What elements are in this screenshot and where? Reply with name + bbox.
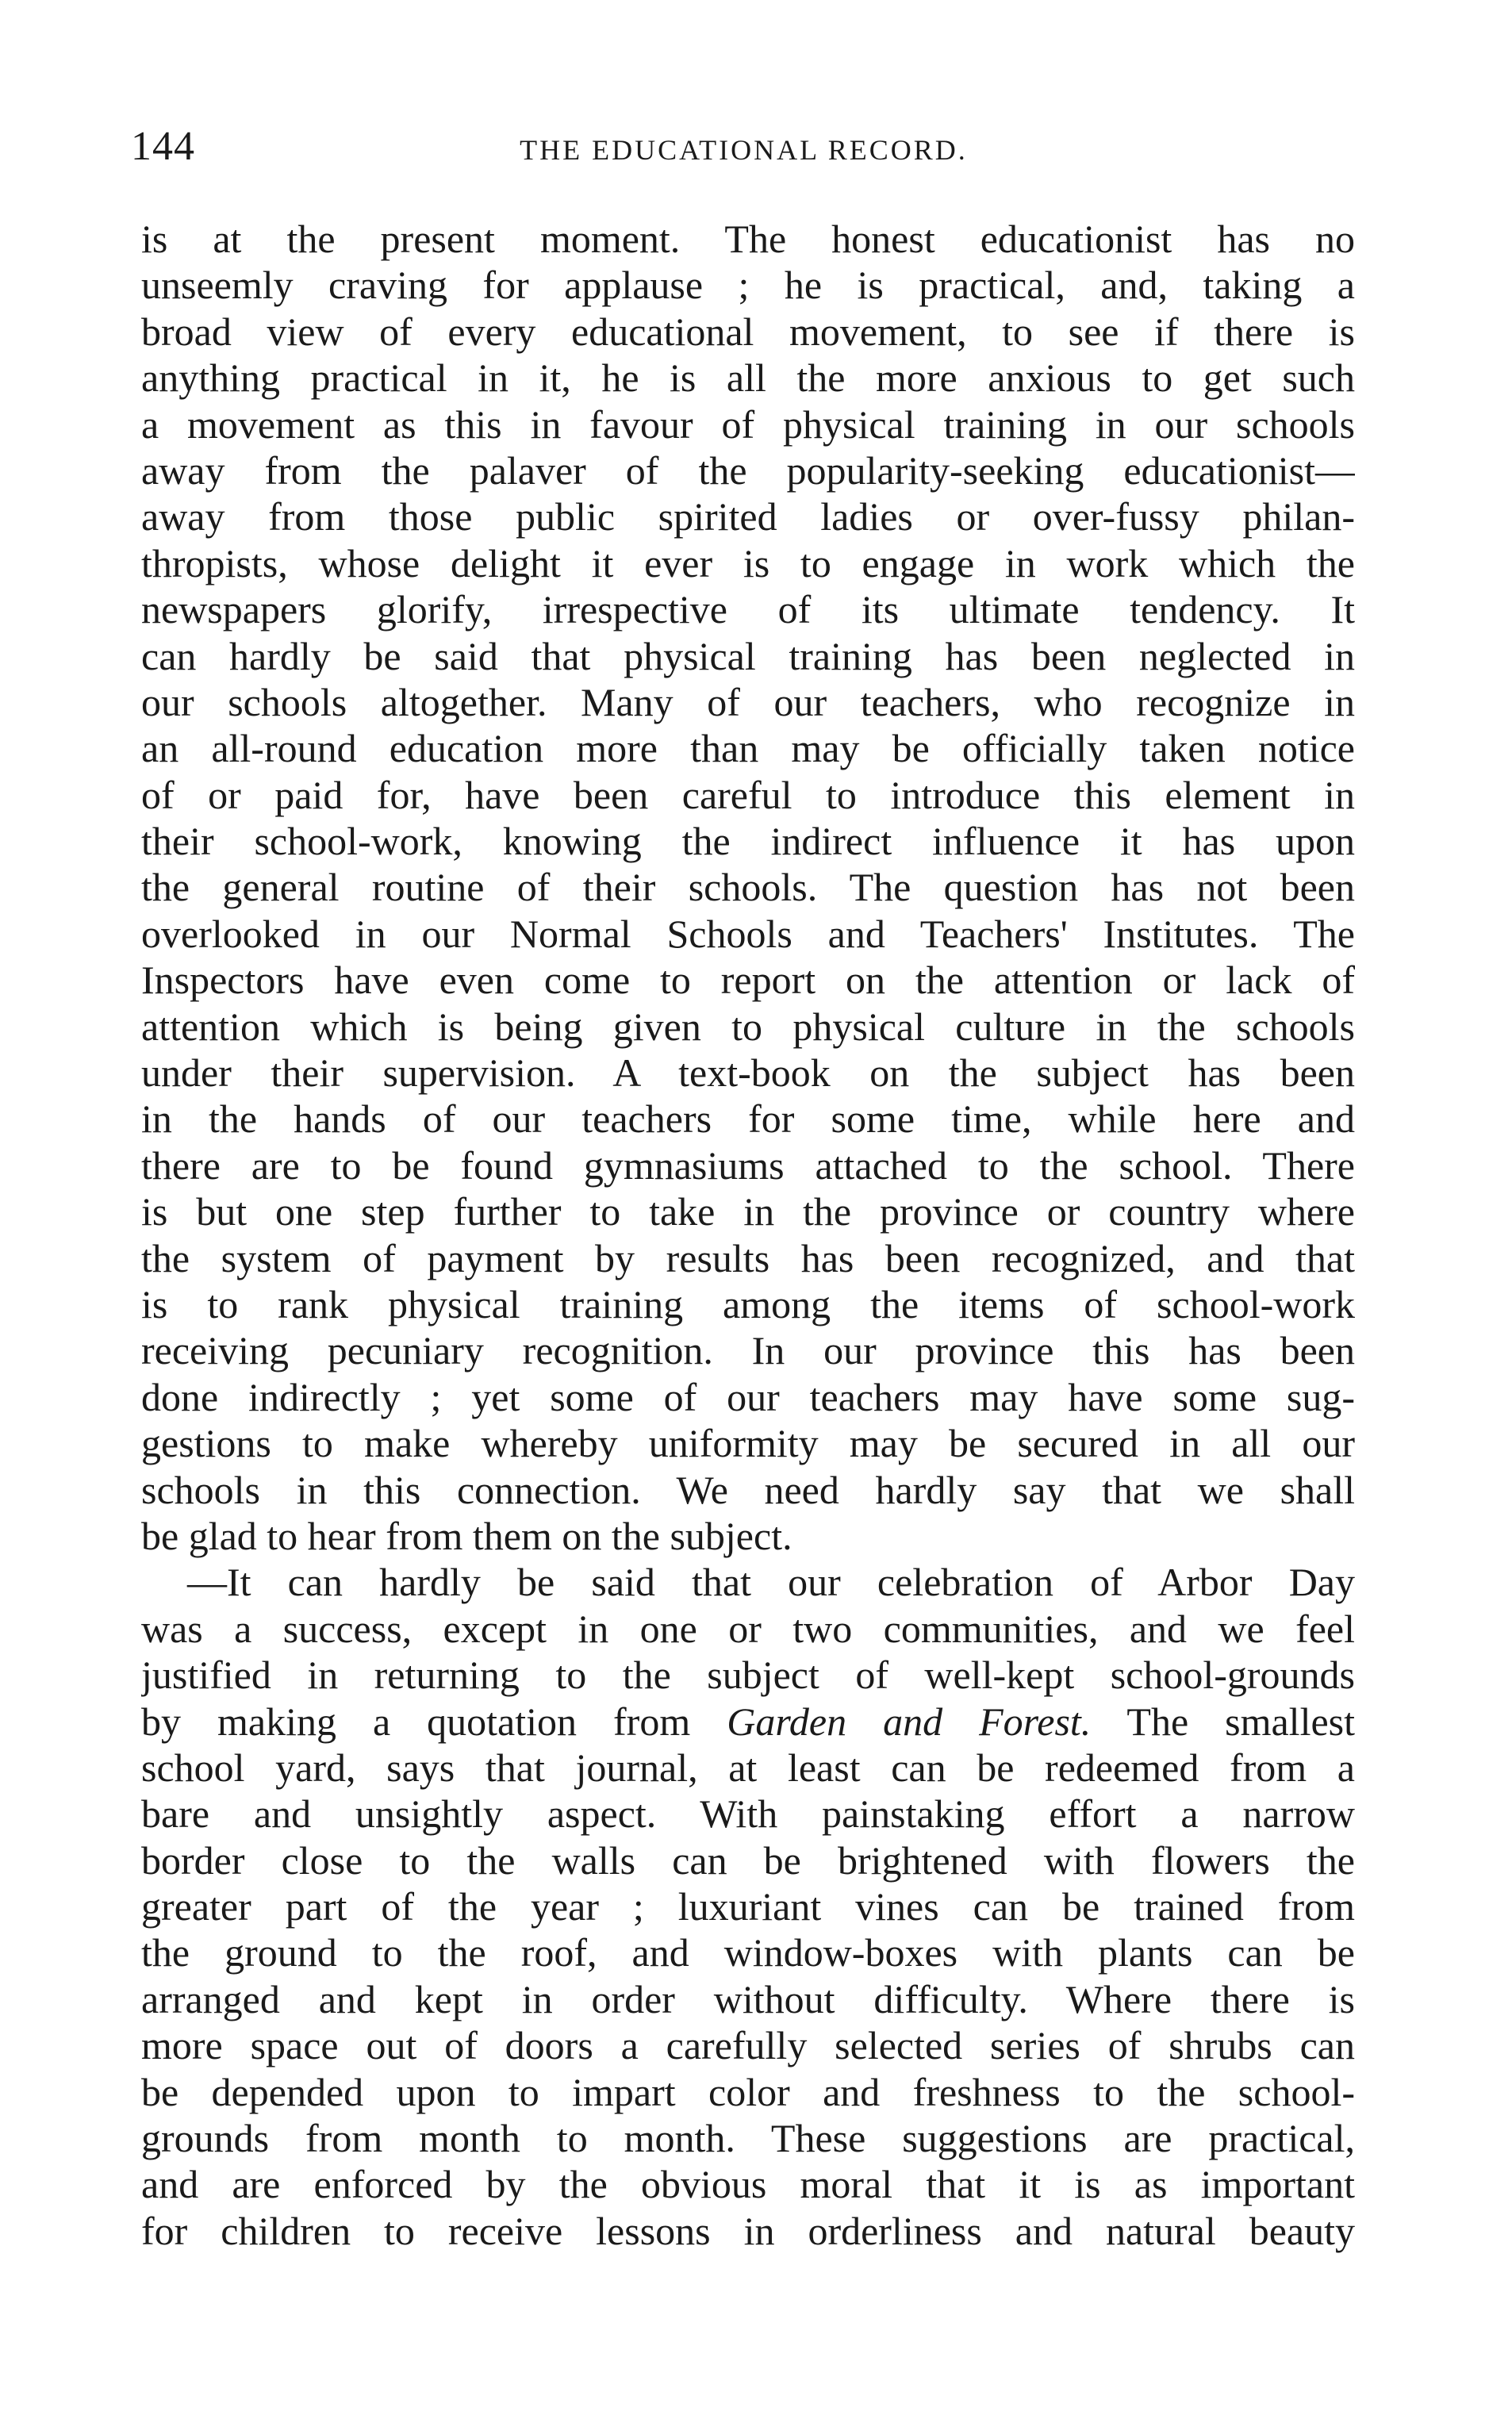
text-line: and are enforced by the obvious moral that it is as important <box>141 2162 1355 2207</box>
text-line: bare and unsightly aspect. With painstaking effort a narrow <box>141 1791 1355 1837</box>
text-line: their school-work, knowing the indirect influence it has upon <box>141 819 1355 864</box>
text-line: schools in this connection. We need hardly say that we shall <box>141 1467 1355 1512</box>
paragraph-physical-training <box>141 216 1355 1559</box>
text-line: border close to the walls can be brightened with flowers the <box>141 1837 1355 1883</box>
text-line: gestions to make whereby uniformity may be secured in all our <box>141 1421 1355 1466</box>
text-line: our schools altogether. Many of our teachers, who recognize in <box>141 679 1355 724</box>
text-line: done indirectly ; yet some of our teachers may have some sug- <box>141 1374 1355 1419</box>
publication-title: Garden and Forest. <box>727 1699 1092 1744</box>
text-line: a movement as this in favour of physical training in our schools <box>141 401 1355 447</box>
text-line: newspapers glorify, irrespective of its ultimate tendency. It <box>141 587 1355 632</box>
text-line: justified in returning to the subject of well-kept school-grounds <box>141 1653 1355 1698</box>
text-line: be depended upon to impart color and freshness to the school- <box>141 2069 1355 2114</box>
text-line: in the hands of our teachers for some time, while here and <box>141 1096 1355 1142</box>
text-line: unseemly craving for applause ; he is practical, and, taking a <box>141 263 1355 308</box>
text-line: overlooked in our Normal Schools and Teachers' Institutes. The <box>141 911 1355 956</box>
text-line: greater part of the year ; luxuriant vines can be trained from <box>141 1884 1355 1929</box>
text-line: grounds from month to month. These suggestions are practical, <box>141 2116 1355 2161</box>
text-line: is to rank physical training among the items of school-work <box>141 1281 1355 1326</box>
text-line: the general routine of their schools. The question has not been <box>141 865 1355 910</box>
text-line: thropists, whose delight it ever is to engage in work which the <box>141 540 1355 585</box>
body-text <box>141 216 1355 2254</box>
text-line: under their supervision. A text-book on the subject has been <box>141 1050 1355 1096</box>
text-line: more space out of doors a carefully selected series of shrubs can <box>141 2023 1355 2068</box>
text-line: be glad to hear from them on the subject. <box>141 1513 792 1558</box>
text-line: was a success, except in one or two communities, and we feel <box>141 1606 1355 1651</box>
text-line: is but one step further to take in the province or country where <box>141 1189 1355 1234</box>
text-line: the system of payment by results has been recognized, and that <box>141 1235 1355 1280</box>
text-line: —It can hardly be said that our celebration of Arbor Day <box>187 1560 1355 1605</box>
text-run: The smallest <box>1091 1699 1355 1744</box>
text-line: there are to be found gymnasiums attached to the school. There <box>141 1142 1355 1188</box>
text-line: Inspectors have even come to report on the attention or lack of <box>141 958 1355 1003</box>
text-line <box>141 1699 1355 1745</box>
text-line: for children to receive lessons in orderliness and natural beauty <box>141 2208 1355 2253</box>
text-line: broad view of every educational movement, to see if there is <box>141 309 1355 354</box>
text-line: can hardly be said that physical training has been neglected in <box>141 633 1355 678</box>
text-line: is at the present moment. The honest educationist has no <box>141 217 1355 261</box>
text-line: anything practical in it, he is all the more anxious to get such <box>141 355 1355 401</box>
text-line: receiving pecuniary recognition. In our province this has been <box>141 1328 1355 1373</box>
text-line: away from the palaver of the popularity-seeking educationist— <box>141 447 1355 493</box>
text-line: of or paid for, have been careful to introduce this element in <box>141 772 1355 817</box>
running-head <box>131 119 1357 175</box>
running-title: THE EDUCATIONAL RECORD. <box>520 134 968 166</box>
text-line: the ground to the roof, and window-boxes with plants can be <box>141 1930 1355 1975</box>
page-number: 144 <box>131 124 195 169</box>
text-line: arranged and kept in order without difficulty. Where there is <box>141 1976 1355 2021</box>
text-run: by making a quotation from <box>141 1699 727 1744</box>
text-line: an all-round education more than may be officially taken notice <box>141 726 1355 771</box>
text-line: away from those public spirited ladies or over-fussy philan- <box>141 494 1355 539</box>
text-line: attention which is being given to physical culture in the schools <box>141 1004 1355 1049</box>
paragraph-arbor-day <box>141 1559 1355 2254</box>
text-line: school yard, says that journal, at least can be redeemed from a <box>141 1745 1355 1790</box>
